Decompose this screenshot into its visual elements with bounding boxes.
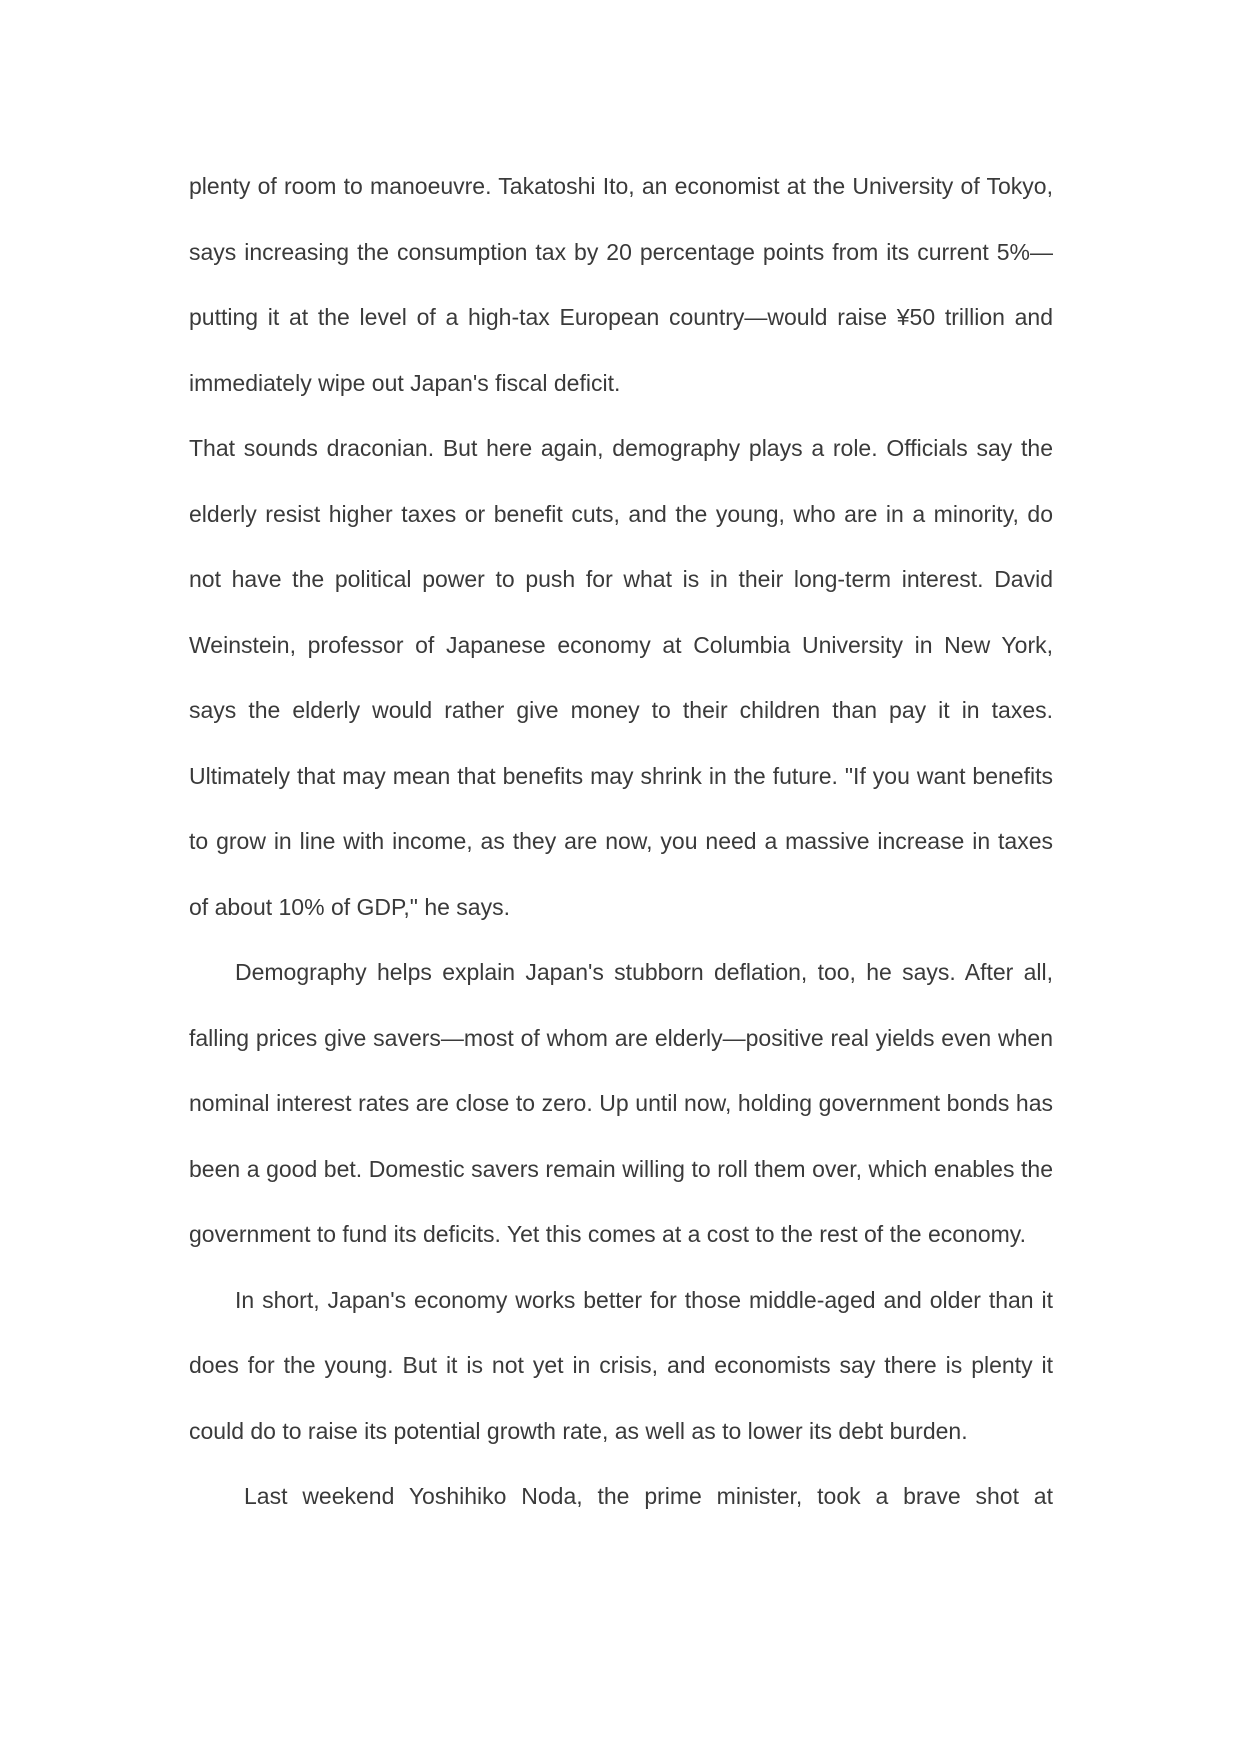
paragraph-demography-taxes: That sounds draconian. But here again, demography plays a role. Officials say the elderly resist higher taxes or benefit cuts, and the young, who are in a minority, do not have the political power to push for what is in their long-term interest. David Weinstein, professor of Japanese economy at Columbia University in New York, says the elderly would rather give money to their children than pay it in taxes. Ultimately that may mean that benefits may shrink in the future. "If you want benefits to grow in line with income, as they are now, you need a massive increase in taxes of about 10% of GDP," he says.	[189, 435, 1053, 920]
paragraph-economy-summary: In short, Japan's economy works better for those middle-aged and older than it does for the young. But it is not yet in crisis, and economists say there is plenty it could do to raise its potential growth rate, as well as to lower its debt burden.	[189, 1286, 1053, 1444]
paragraph-noda: Last weekend Yoshihiko Noda, the prime minister, took a brave shot at	[244, 1483, 1053, 1509]
paragraph-fiscal-room: plenty of room to manoeuvre. Takatoshi Ito, an economist at the University of Tokyo, says increasing the consumption tax by 20 percentage points from its current 5%—putting it at the level of a high-tax European country—would raise ¥50 trillion and immediately wipe out Japan's fiscal deficit.	[189, 173, 1053, 396]
document-body	[189, 154, 1053, 1530]
paragraph-deflation: Demography helps explain Japan's stubborn deflation, too, he says. After all, falling prices give savers—most of whom are elderly—positive real yields even when nominal interest rates are close to zero. Up until now, holding government bonds has been a good bet. Domestic savers remain willing to roll them over, which enables the government to fund its deficits. Yet this comes at a cost to the rest of the economy.	[189, 959, 1053, 1247]
